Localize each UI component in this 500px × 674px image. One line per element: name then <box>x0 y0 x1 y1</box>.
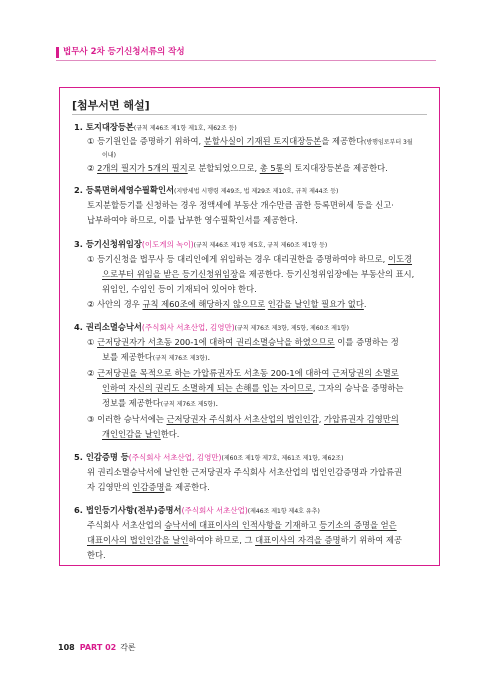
category-label: 각론 <box>120 643 136 652</box>
section-6-heading: 6. 법인등기사항(전부)증명서(주식회사 서초산업)(제46조 제1항 제4호 유추) <box>74 505 320 515</box>
section-4-heading: 4. 권리소멸승낙서(주식회사 서초산업, 김영만)(규칙 제76조 제3항, 제5항, 제60조 제1항) <box>74 322 349 332</box>
box-title-divider <box>72 114 427 115</box>
section-4-item-2-cont-1: 인하여 자신의 권리도 소멸하게 되는 손해를 입는 자이므로, 그자의 승낙을 증명하는 <box>102 383 404 393</box>
section-4-item-1: ① 근저당권자가 서초동 200-1에 대하여 권리소멸승낙을 하였으므로 이를 증명하는 정 <box>87 337 399 347</box>
section-5-heading: 5. 인감증명 등(주식회사 서초산업, 김영만)(제60조 제1항 제7호, 제61조 제1항, 제62조) <box>74 452 344 462</box>
section-1-item-1-cont: 이내) <box>102 152 116 159</box>
section-2-heading: 2. 등록면허세영수필확인서(지방세법 시행령 제49조, 법 제29조 제10호, 규칙 제44조 등) <box>74 185 339 195</box>
section-1-heading: 1. 토지대장등본(규칙 제46조 제1항 제1호, 제62조 등) <box>74 122 237 132</box>
section-1-item-2: ② 2개의 필지가 5개의 필지로 분할되었으므로, 총 5통의 토지대장등본을 제공한다. <box>87 163 388 173</box>
section-4-item-3: ③ 이러한 승낙서에는 근저당권자 주식회사 서초산업의 법인인감, 가압류권자 김영만의 <box>87 414 399 424</box>
section-5-body-2: 자 김영만의 인감증명을 제공한다. <box>87 482 210 492</box>
section-2-body-1: 토지분할등기를 신청하는 경우 정액세에 부동산 개수만큼 곱한 등록면허세 등을 신고· <box>87 200 394 210</box>
section-3-item-1: ① 등기신청을 법무사 등 대리인에게 위임하는 경우 대리권한을 증명하여야 하므로, 이도경 <box>87 254 413 264</box>
page-number: 108 <box>58 643 75 652</box>
section-4-item-2-cont-2: 정보를 제공한다(규칙 제76조 제5항). <box>102 398 219 408</box>
attachment-explanation-box <box>59 87 440 566</box>
header-accent-bar <box>56 47 59 58</box>
section-6-body-1: 주식회사 서초산업의 승낙서에 대표이사의 인적사항을 기재하고 등기소의 증명을 얻은 <box>87 520 397 530</box>
section-6-body-2: 대표이사의 법인인감을 날인하여야 하므로, 그 대표이사의 자격을 증명하기 위하여 제공 <box>87 535 402 545</box>
header-rule <box>56 60 436 61</box>
section-4-item-1-cont: 보를 제공한다(규칙 제76조 제3항). <box>102 352 211 362</box>
section-3-item-1-cont-1: 으로부터 위임을 받은 등기신청위임장을 제공한다. 등기신청위임장에는 부동산의 표시, <box>102 269 415 279</box>
section-1-item-1: ① 등기원인을 증명하기 위하여, 분할사실이 기재된 토지대장등본을 제공한다(방행임로부터 3월 <box>87 136 413 146</box>
part-label: PART 02 <box>79 643 117 652</box>
header-title: 법무사 2차 등기신청서류의 작성 <box>63 47 185 57</box>
section-3-item-2: ② 사안의 경우 규칙 제60조에 해당하지 않으므로 인감을 날인할 필요가 없다. <box>87 299 367 309</box>
section-3-item-1-cont-2: 위임인, 수임인 등이 기재되어 있어야 한다. <box>102 284 257 294</box>
section-2-body-2: 납부하여야 하므로, 이를 납부한 영수필확인서를 제공한다. <box>87 215 298 225</box>
section-6-body-3: 한다. <box>87 550 106 560</box>
section-4-item-2: ② 근저당권을 목적으로 하는 가압류권자도 서초동 200-1에 대하여 근저당권의 소멸로 <box>87 368 399 378</box>
section-3-heading: 3. 등기신청위임장(이도게의 녹이)(규칙 제46조 제1항 제5호, 규칙 제60조 제1항 등) <box>74 239 328 249</box>
page-footer <box>58 642 136 653</box>
section-5-body-1: 위 권리소멸승낙서에 날인한 근저당권자 주식회사 서초산업의 법인인감증명과 가압류권 <box>87 467 403 477</box>
running-header <box>56 44 436 60</box>
box-title: [첨부서면 해설] <box>72 99 150 112</box>
section-4-item-3-cont: 개인인감을 날인한다. <box>102 429 180 439</box>
